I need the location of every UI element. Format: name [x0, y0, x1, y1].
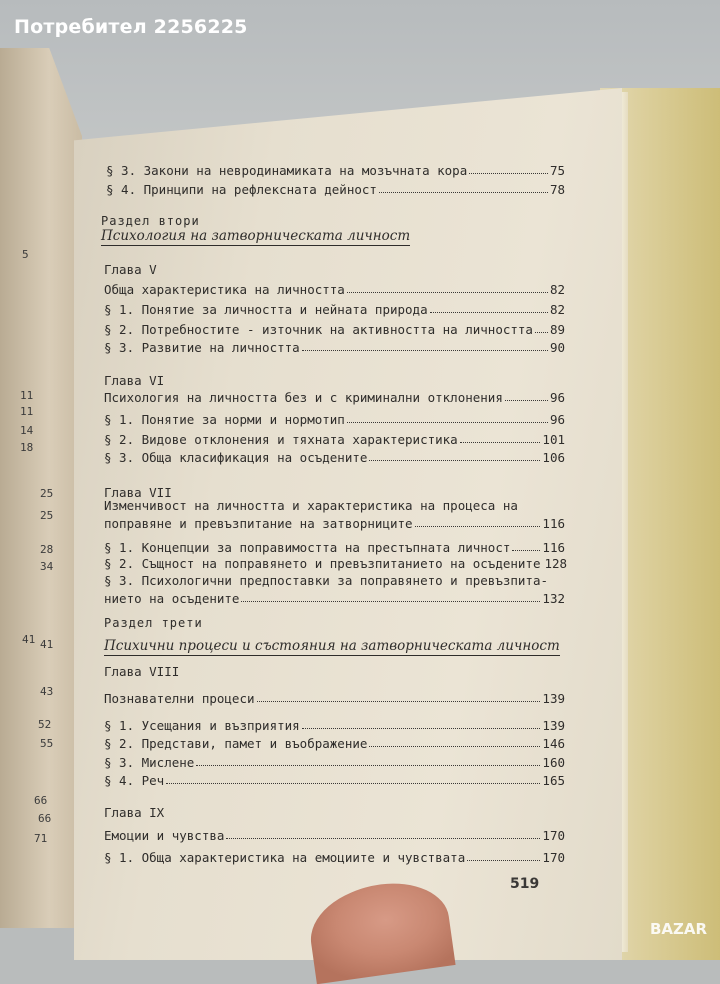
chapter-heading: Глава VIII [104, 664, 180, 679]
left-page-number: 66 [38, 812, 52, 825]
section-title: Психология на затворническата личност [101, 228, 411, 244]
left-page-number: 66 [34, 794, 48, 807]
left-page-number: 41 [40, 638, 54, 651]
toc-entry [104, 556, 568, 571]
left-page-number: 43 [40, 685, 54, 698]
toc-entry-title: § 2. Същност на поправянето и превъзпитанието на осъдените [104, 556, 541, 571]
chapter-heading: Глава VI [104, 373, 165, 388]
dot-leader [347, 421, 548, 423]
toc-entry-title: Психология на личността без и с криминални отклонения [104, 390, 503, 405]
toc-entry-title: § 1. Обща характеристика на емоциите и чувствата [104, 850, 466, 865]
dot-leader [369, 459, 540, 461]
toc-entry-title: § 3. Развитие на личността [104, 340, 300, 355]
toc-entry-title: § 4. Реч [104, 773, 165, 788]
toc-entry [104, 390, 565, 405]
toc-entry [104, 282, 565, 297]
dot-leader [241, 600, 540, 602]
toc-entry-page: 82 [549, 282, 565, 297]
toc-entry [104, 591, 565, 606]
toc-entry [104, 736, 565, 751]
dot-leader [535, 331, 548, 333]
section-title: Психични процеси и състояния на затворническата личност [104, 638, 560, 654]
toc-entry [106, 182, 565, 197]
chapter-heading: Глава VII [104, 485, 172, 500]
dot-leader [505, 399, 548, 401]
left-page-number: 25 [40, 509, 54, 522]
dot-leader [430, 311, 548, 313]
toc-entry [104, 850, 565, 865]
toc-entry [104, 340, 565, 355]
toc-text-line: Изменчивост на личността и характеристика на процеса на [104, 498, 518, 513]
page-number: 519 [510, 876, 540, 892]
toc-entry [104, 412, 565, 427]
left-page-number: 52 [38, 718, 52, 731]
left-page-number: 25 [40, 487, 54, 500]
toc-entry-title: поправяне и превъзпитание на затворниците [104, 516, 413, 531]
toc-entry-page: 146 [542, 736, 565, 751]
toc-entry-page: 96 [549, 412, 565, 427]
toc-entry-title: § 3. Мислене [104, 755, 195, 770]
toc-entry-page: 160 [542, 755, 565, 770]
toc-entry-title: § 3. Закони на невродинамиката на мозъчната кора [106, 163, 468, 178]
toc-entry-page: 170 [542, 850, 565, 865]
left-page-number: 14 [20, 424, 34, 437]
toc-entry [104, 755, 565, 770]
dot-leader [196, 764, 540, 766]
dot-leader [379, 191, 548, 193]
left-page-number: 71 [34, 832, 48, 845]
toc-entry [104, 773, 565, 788]
dot-leader [257, 700, 541, 702]
toc-entry-title: § 1. Понятие за норми и нормотип [104, 412, 345, 427]
toc-entry-page: 139 [542, 691, 565, 706]
toc-entry-title: нието на осъдените [104, 591, 240, 606]
toc-entry [104, 691, 565, 706]
toc-entry-page: 75 [549, 163, 565, 178]
toc-entry [104, 432, 565, 447]
left-page-number: 5 [22, 248, 29, 261]
toc-entry-title: § 1. Понятие за личността и нейната природа [104, 302, 428, 317]
toc-text-line: § 3. Психологични предпоставки за поправянето и превъзпита- [104, 573, 549, 588]
section-heading: Раздел трети [104, 616, 203, 630]
toc-entry-page: 106 [542, 450, 565, 465]
toc-entry-title: Познавателни процеси [104, 691, 255, 706]
section-heading: Раздел втори [101, 214, 200, 228]
dot-leader [166, 782, 540, 784]
dot-leader [302, 349, 548, 351]
left-page-number: 34 [40, 560, 54, 573]
toc-entry [104, 450, 565, 465]
left-page-number: 55 [40, 737, 54, 750]
toc-entry-page: 116 [542, 516, 565, 531]
toc-entry-title: § 4. Принципи на рефлексната дейност [106, 182, 377, 197]
toc-entry [104, 322, 565, 337]
toc-entry [104, 718, 565, 733]
toc-entry-title: Обща характеристика на личността [104, 282, 345, 297]
toc-entry-page: 170 [542, 828, 565, 843]
dot-leader [347, 291, 548, 293]
username-label: Потребител 2256225 [14, 16, 248, 38]
left-page-number: 11 [20, 389, 34, 402]
dot-leader [512, 549, 540, 551]
toc-entry-title: § 2. Видове отклонения и тяхната характеристика [104, 432, 458, 447]
toc-entry-page: 116 [542, 540, 565, 555]
toc-entry-title: § 2. Представи, памет и въображение [104, 736, 368, 751]
dot-leader [302, 727, 541, 729]
toc-entry [104, 516, 565, 531]
left-page-number: 28 [40, 543, 54, 556]
toc-entry-page: 128 [544, 556, 568, 571]
dot-leader [467, 859, 540, 861]
toc-entry-title: § 3. Обща класификация на осъдените [104, 450, 368, 465]
dot-leader [415, 525, 541, 527]
toc-entry-page: 90 [549, 340, 565, 355]
toc-entry-title: § 2. Потребностите - източник на активността на личността [104, 322, 533, 337]
toc-entry-page: 139 [542, 718, 565, 733]
toc-entry-page: 82 [549, 302, 565, 317]
left-page-number: 18 [20, 441, 34, 454]
dot-leader [460, 441, 541, 443]
chapter-heading: Глава V [104, 262, 157, 277]
chapter-heading: Глава IX [104, 805, 165, 820]
left-page-number: 11 [20, 405, 34, 418]
dot-leader [369, 745, 540, 747]
toc-entry [106, 163, 565, 178]
toc-entry-page: 89 [549, 322, 565, 337]
toc-entry [104, 828, 565, 843]
toc-entry-page: 78 [549, 182, 565, 197]
toc-entry-page: 165 [542, 773, 565, 788]
toc-entry [104, 302, 565, 317]
dot-leader [469, 172, 548, 174]
toc-entry-title: Емоции и чувства [104, 828, 225, 843]
left-page-number: 41 [22, 633, 36, 646]
dot-leader [226, 837, 540, 839]
toc-entry-title: § 1. Концепции за поправимостта на престъпната личност [104, 540, 511, 555]
watermark-logo: BAZAR [650, 920, 708, 938]
toc-entry [104, 540, 565, 555]
toc-entry-page: 132 [542, 591, 565, 606]
toc-entry-title: § 1. Усещания и възприятия [104, 718, 300, 733]
toc-entry-page: 96 [549, 390, 565, 405]
toc-entry-page: 101 [542, 432, 565, 447]
